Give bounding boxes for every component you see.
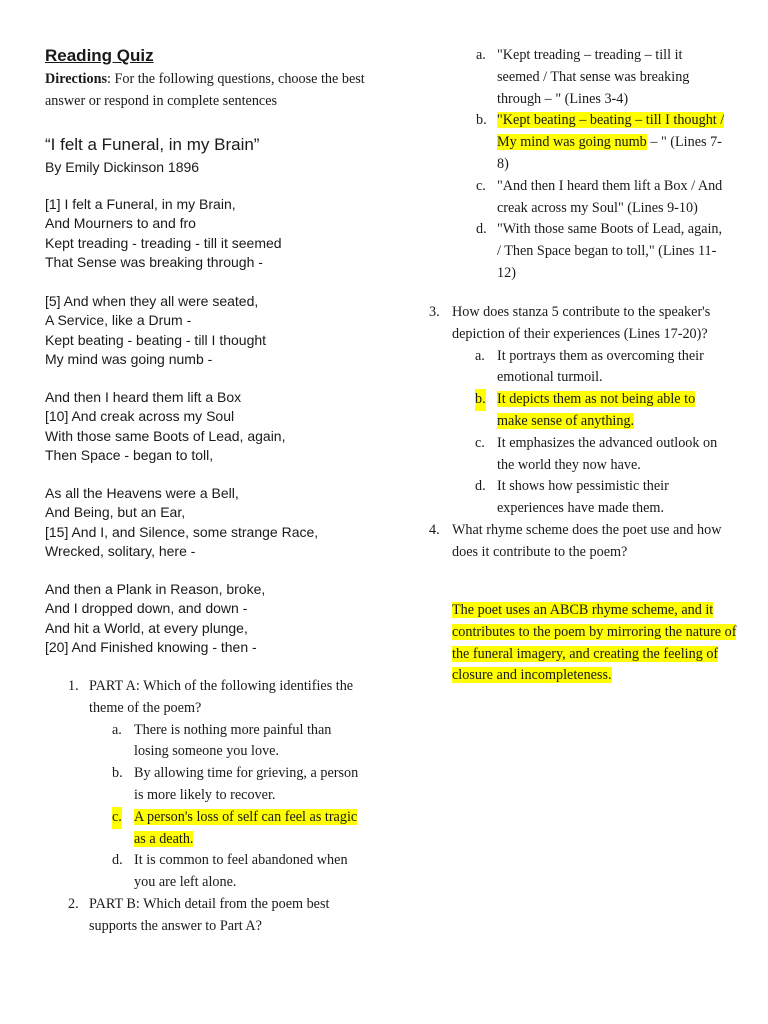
question-text: What rhyme scheme does the poet use and how does it contribute to the poem? xyxy=(452,521,722,560)
option-text: "With those same Boots of Lead, again, / Then Space began to toll," (Lines 11-12) xyxy=(497,221,723,281)
directions-text: : For the following questions, choose the best answer or respond in complete sentences xyxy=(45,71,365,109)
option-text: "Kept treading – treading – till it seemed / That sense was breaking through – " (Lines 3-4) xyxy=(497,47,690,107)
question-2-options xyxy=(427,45,727,285)
poem-line: That Sense was breaking through - xyxy=(45,253,263,270)
poem-line: My mind was going numb - xyxy=(45,350,213,367)
option-text: It portrays them as overcoming their emotional turmoil. xyxy=(497,347,704,386)
highlighted-answer-text: The poet uses an ABCB rhyme scheme, and it contributes to the poem by mirroring the nature of the funeral imagery, and creating the feeling of closure and incompleteness. xyxy=(452,602,737,684)
poem-line: And then a Plank in Reason, broke, xyxy=(45,581,266,597)
poem-line: And hit a World, at every plunge, xyxy=(45,619,248,636)
option-letter: a. xyxy=(112,721,122,738)
option-letter: b. xyxy=(476,112,487,129)
poem-line: And Mourners to and fro xyxy=(45,215,196,232)
directions-label: Directions xyxy=(45,71,107,87)
answer-option-b xyxy=(427,110,727,175)
question-text: PART B: Which detail from the poem best supports the answer to Part A? xyxy=(89,895,330,934)
answer-option-c xyxy=(89,807,365,851)
option-letter: a. xyxy=(476,47,486,63)
option-text: It emphasizes the advanced outlook on the world they now have. xyxy=(497,434,718,473)
answer-option-a xyxy=(427,45,727,110)
poem-line: [5] And when they all were seated, xyxy=(45,293,259,309)
poem-line: And I dropped down, and down - xyxy=(45,600,248,617)
question-number: 4. xyxy=(429,521,440,538)
option-letter: b. xyxy=(475,389,486,411)
question-number: 2. xyxy=(68,895,79,912)
answer-option-c xyxy=(452,433,726,477)
poem-author: By Emily Dickinson 1896 xyxy=(45,159,200,175)
option-letter: a. xyxy=(475,347,485,364)
poem-line: Kept treading - treading - till it seemed xyxy=(45,234,282,251)
question-number: 1. xyxy=(68,678,79,694)
poem-line: [20] And Finished knowing - then - xyxy=(45,638,257,655)
quiz-title: Reading Quiz xyxy=(45,46,154,65)
directions xyxy=(45,68,375,112)
option-letter: d. xyxy=(112,852,123,869)
poem-line: With those same Boots of Lead, again, xyxy=(45,427,286,444)
highlighted-option-text: "Kept beating – beating – till I thought / My mind was going numb xyxy=(497,112,725,151)
poem-stanza xyxy=(45,580,385,657)
option-text: It is common to feel abandoned when you are left alone. xyxy=(134,852,348,891)
poem-line: Then Space - began to toll, xyxy=(45,446,214,463)
option-letter: c. xyxy=(112,807,122,829)
poem-stanza xyxy=(45,388,385,465)
answer-option-d xyxy=(427,219,727,284)
poem-line: A Service, like a Drum - xyxy=(45,312,192,329)
option-letter: d. xyxy=(475,478,486,495)
option-letter: b. xyxy=(112,765,123,782)
option-list xyxy=(89,720,365,894)
poem-line: Kept beating - beating - till I thought xyxy=(45,331,267,348)
question-1 xyxy=(45,676,365,894)
question-text: PART A: Which of the following identifies the theme of the poem? xyxy=(89,678,354,716)
poem-line: [15] And I, and Silence, some strange Race, xyxy=(45,523,319,540)
question-3 xyxy=(426,302,726,520)
question-4 xyxy=(426,520,726,564)
answer-option-a xyxy=(89,720,365,764)
poem-title: “I felt a Funeral, in my Brain” xyxy=(45,135,260,154)
option-text: It shows how pessimistic their experiences have made them. xyxy=(497,478,669,517)
written-answer xyxy=(452,600,746,687)
poem-line: And Being, but an Ear, xyxy=(45,504,186,521)
question-text: How does stanza 5 contribute to the speaker's depiction of their experiences (Lines 17-20)? xyxy=(452,304,711,342)
answer-option-c xyxy=(427,176,727,220)
answer-option-b xyxy=(452,389,726,433)
poem-line: [10] And creak across my Soul xyxy=(45,408,235,425)
option-letter: d. xyxy=(476,221,487,238)
answer-option-b xyxy=(89,763,365,807)
option-text: – " (Lines 7-8) xyxy=(497,134,722,172)
poem-line: And then I heard them lift a Box xyxy=(45,389,242,405)
question-2 xyxy=(45,894,365,938)
question-list xyxy=(426,302,726,564)
option-text: There is nothing more painful than losing someone you love. xyxy=(134,721,332,760)
poem-line: [1] I felt a Funeral, in my Brain, xyxy=(45,196,236,212)
highlighted-option-text: It depicts them as not being able to make sense of anything. xyxy=(497,391,696,429)
poem-line: As all the Heavens were a Bell, xyxy=(45,485,239,501)
answer-option-d xyxy=(452,476,726,520)
option-list xyxy=(452,346,726,520)
option-text: "And then I heard them lift a Box / And creak across my Soul" (Lines 9-10) xyxy=(497,177,723,216)
question-list xyxy=(45,676,365,938)
option-letter: c. xyxy=(475,434,485,451)
option-letter: c. xyxy=(476,177,486,194)
answer-option-d xyxy=(89,850,365,894)
answer-option-a xyxy=(452,346,726,390)
poem-line: Wrecked, solitary, here - xyxy=(45,542,196,559)
option-text: By allowing time for grieving, a person is more likely to recover. xyxy=(134,765,359,803)
poem-stanza xyxy=(45,195,385,272)
poem-stanza xyxy=(45,292,385,369)
poem-stanza xyxy=(45,484,385,561)
question-number: 3. xyxy=(429,304,440,320)
highlighted-option-text: A person's loss of self can feel as tragic as a death. xyxy=(134,808,358,847)
